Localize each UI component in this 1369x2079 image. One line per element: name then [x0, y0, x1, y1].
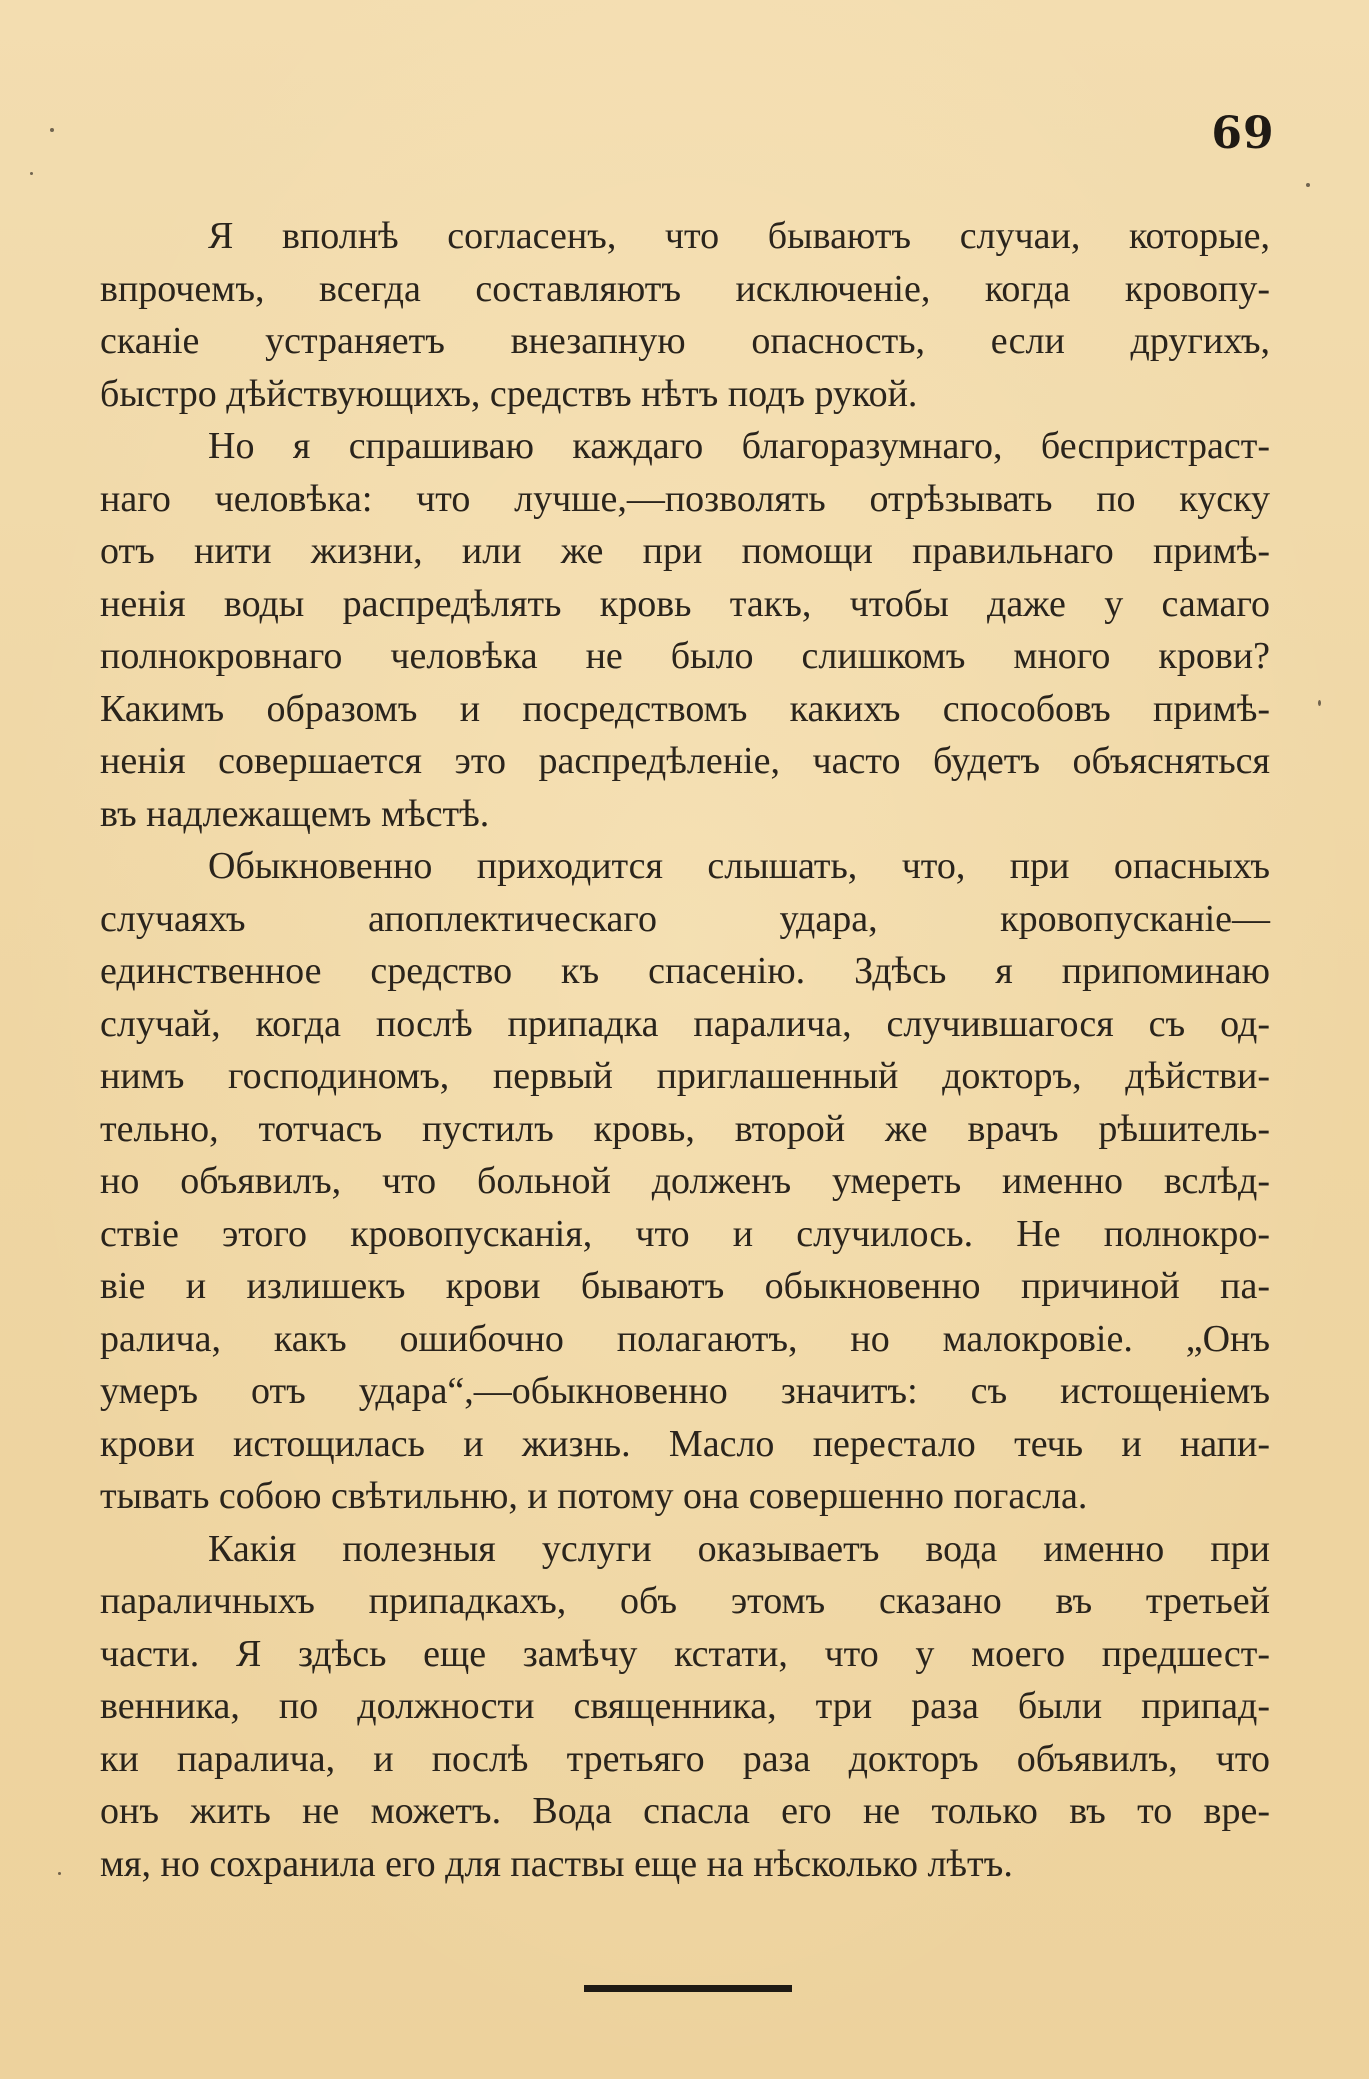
- text-line: тельно, тотчасъ пустилъ кровь, второй же врачъ рѣшитель-: [100, 1107, 1270, 1150]
- text-line: впрочемъ, всегда составляютъ исключеніе, когда кровопу-: [100, 267, 1270, 310]
- paragraph: [100, 210, 1270, 420]
- text-line: онъ жить не можетъ. Вода спасла его не только въ то вре-: [100, 1790, 1270, 1832]
- page-number: 69: [1211, 108, 1275, 159]
- paragraph: [100, 840, 1270, 1523]
- text-line: случаяхъ апоплектическаго удара, кровопусканіе—: [100, 897, 1270, 940]
- scan-speck: [50, 128, 54, 132]
- text-line: умеръ отъ удара“,—обыкновенно значитъ: съ истощеніемъ: [100, 1370, 1270, 1412]
- text-line: ненія воды распредѣлять кровь такъ, чтобы даже у самаго: [100, 582, 1270, 625]
- text-line: ралича, какъ ошибочно полагаютъ, но малокровіе. „Онъ: [100, 1317, 1270, 1360]
- text-line: Какимъ образомъ и посредствомъ какихъ способовъ примѣ-: [100, 687, 1270, 730]
- paragraph: [100, 420, 1270, 840]
- text-line: венника, по должности священника, три раза были припад-: [100, 1685, 1270, 1727]
- scan-speck: [30, 172, 33, 175]
- text-line: Какія полезныя услуги оказываетъ вода именно при: [208, 1527, 1270, 1570]
- text-line: но объявилъ, что больной долженъ умереть именно вслѣд-: [100, 1160, 1270, 1202]
- body-text: [100, 210, 1270, 1890]
- end-rule: [584, 1985, 792, 1992]
- scan-speck: [58, 1872, 61, 1875]
- text-line: въ надлежащемъ мѣстѣ.: [100, 792, 490, 835]
- text-line: наго человѣка: что лучше,—позволять отрѣзывать по куску: [100, 477, 1270, 520]
- text-line: крови истощилась и жизнь. Масло перестало течь и напи-: [100, 1422, 1270, 1465]
- text-line: ненія совершается это распредѣленіе, часто будетъ объясняться: [100, 740, 1270, 782]
- text-line: віе и излишекъ крови бываютъ обыкновенно причиной па-: [100, 1265, 1270, 1307]
- text-line: мя, но сохранила его для паствы еще на нѣсколько лѣтъ.: [100, 1842, 1013, 1885]
- text-line: быстро дѣйствующихъ, средствъ нѣтъ подъ рукой.: [100, 372, 918, 415]
- text-line: сканіе устраняетъ внезапную опасность, если другихъ,: [100, 320, 1270, 362]
- scan-speck: [1318, 700, 1321, 706]
- text-line: полнокровнаго человѣка не было слишкомъ много крови?: [100, 635, 1270, 677]
- text-line: Но я спрашиваю каждаго благоразумнаго, беспристраст-: [208, 425, 1270, 467]
- text-line: Обыкновенно приходится слышать, что, при опасныхъ: [208, 845, 1270, 887]
- text-line: единственное средство къ спасенію. Здѣсь я припоминаю: [100, 950, 1270, 992]
- text-line: тывать собою свѣтильню, и потому она совершенно погасла.: [100, 1475, 1088, 1517]
- scan-speck: [1306, 183, 1310, 187]
- text-line: Я вполнѣ согласенъ, что бываютъ случаи, которые,: [208, 215, 1270, 257]
- text-line: части. Я здѣсь еще замѣчу кстати, что у моего предшест-: [100, 1632, 1270, 1675]
- text-line: параличныхъ припадкахъ, объ этомъ сказано въ третьей: [100, 1580, 1270, 1622]
- text-line: случай, когда послѣ припадка паралича, случившагося съ од-: [100, 1002, 1270, 1045]
- text-line: отъ нити жизни, или же при помощи правильнаго примѣ-: [100, 530, 1270, 572]
- text-line: ки паралича, и послѣ третьяго раза докторъ объявилъ, что: [100, 1737, 1270, 1780]
- text-line: нимъ господиномъ, первый приглашенный докторъ, дѣйстви-: [100, 1055, 1270, 1097]
- text-line: ствіе этого кровопусканія, что и случилось. Не полнокро-: [100, 1212, 1270, 1255]
- paragraph: [100, 1523, 1270, 1891]
